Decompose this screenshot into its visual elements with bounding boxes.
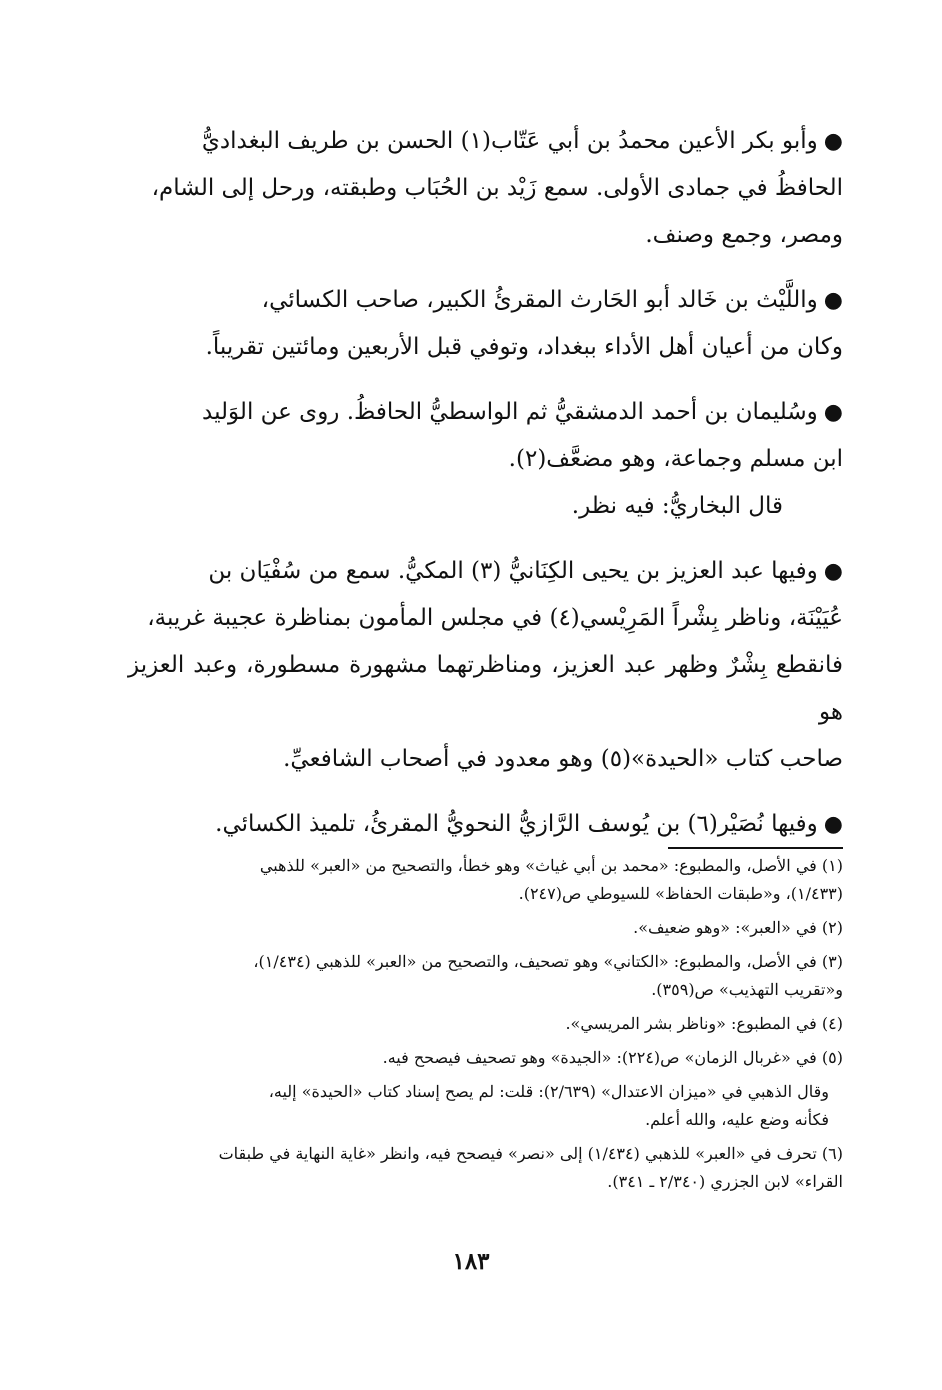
entry-text: وأبو بكر الأعين محمدُ بن أبي عَتّاب(١) الحسن بن طريف البغداديُّ xyxy=(201,128,818,154)
entry-text: وفيها عبد العزيز بن يحيى الكِنَانيُّ (٣) المكيُّ. سمع من سُفْيَان بن xyxy=(208,558,818,584)
footnote-3 xyxy=(128,948,843,1004)
entry-line: وكان من أعيان أهل الأداء ببغداد، وتوفي قبل الأربعين ومائتين تقريباً. xyxy=(205,334,843,360)
entry-line xyxy=(128,548,843,595)
entry-line: عُيَيْنَة، وناظر بِشْراً المَرِيْسي(٤) في مجلس المأمون بمناظرة عجيبة غريبة، xyxy=(147,605,843,631)
entry-allayth xyxy=(128,277,843,371)
entry-sulayman xyxy=(128,389,843,530)
footnote-line: (٦) تحرف في «العبر» للذهبي (١/٤٣٤) إلى «نصر» فيصحح فيه، وانظر «غاية النهاية في طبقات xyxy=(218,1144,843,1163)
footnote-line: و«تقريب التهذيب» ص(٣٥٩). xyxy=(651,980,843,999)
bullet-icon: ● xyxy=(823,288,843,313)
entry-line: ابن مسلم وجماعة، وهو مضعَّف(٢). xyxy=(508,446,843,472)
entry-line: صاحب كتاب «الحيدة»(٥) وهو معدود في أصحاب الشافعيِّ. xyxy=(283,746,843,772)
entry-line: ومصر، وجمع وصنف. xyxy=(645,222,843,248)
bullet-icon: ● xyxy=(823,400,843,425)
footnotes xyxy=(128,852,843,1202)
entry-abdulaziz xyxy=(128,548,843,783)
footnote-line: (٣) في الأصل، والمطبوع: «الكتاني» وهو تصحيف، والتصحيح من «العبر» للذهبي (١/٤٣٤)، xyxy=(253,952,843,971)
entry-text: وسُليمان بن أحمد الدمشقيُّ ثم الواسطيُّ الحافظُ. روى عن الوَليد xyxy=(202,399,818,425)
entry-abu-bakr-alaayan xyxy=(128,118,843,259)
entry-text: واللَّيْث بن خَالد أبو الحَارث المقرئُ الكبير، صاحب الكسائي، xyxy=(261,287,818,313)
entry-line xyxy=(128,118,843,165)
entry-line xyxy=(128,277,843,324)
footnote-separator xyxy=(668,847,843,849)
footnote-6 xyxy=(128,1140,843,1196)
footnote-5 xyxy=(128,1044,843,1072)
footnote-line: (١/٤٣٣)، و«طبقات الحفاظ» للسيوطي ص(٢٤٧). xyxy=(518,884,843,903)
footnote-line: وقال الذهبي في «ميزان الاعتدال» (٢/٦٣٩): قلت: لم يصح إسناد كتاب «الحيدة» إليه، xyxy=(268,1082,829,1101)
footnote-line: (٢) في «العبر»: «وهو ضعيف». xyxy=(633,918,843,937)
footnote-line: فكأنه وضع عليه، والله أعلم. xyxy=(645,1110,829,1129)
bullet-icon: ● xyxy=(823,129,843,154)
footnote-4 xyxy=(128,1010,843,1038)
entry-nusayr xyxy=(128,801,843,848)
main-text xyxy=(128,118,843,866)
footnote-line: (١) في الأصل، والمطبوع: «محمد بن أبي غياث» وهو خطأ، والتصحيح من «العبر» للذهبي xyxy=(259,856,843,875)
bullet-icon: ● xyxy=(823,812,843,837)
entry-line: فانقطع بِشْرٌ وظهر عبد العزيز، ومناظرتهما مشهورة مسطورة، وعبد العزيز هو xyxy=(128,652,843,725)
entry-line: الحافظُ في جمادى الأولى. سمع زَيْد بن الحُبَاب وطبقته، ورحل إلى الشام، xyxy=(151,175,843,201)
footnote-line: (٤) في المطبوع: «وناظر بشر المريسي». xyxy=(565,1014,843,1033)
entry-line xyxy=(128,389,843,436)
page-number: ١٨٣ xyxy=(452,1248,490,1275)
footnote-line: (٥) في «غربال الزمان» ص(٢٢٤): «الجيدة» وهو تصحيف فيصحح فيه. xyxy=(382,1048,843,1067)
bullet-icon: ● xyxy=(823,559,843,584)
footnote-1 xyxy=(128,852,843,908)
entry-text: وفيها نُصَيْر(٦) بن يُوسف الرَّازيُّ النحويُّ المقرئُ، تلميذ الكسائي. xyxy=(215,811,818,837)
footnote-2 xyxy=(128,914,843,942)
footnote-line: القراء» لابن الجزري (٢/٣٤٠ ـ ٣٤١). xyxy=(607,1172,843,1191)
footnote-5-continuation xyxy=(128,1078,843,1134)
entry-line xyxy=(128,801,843,848)
entry-line-indented: قال البخاريُّ: فيه نظر. xyxy=(571,493,783,519)
